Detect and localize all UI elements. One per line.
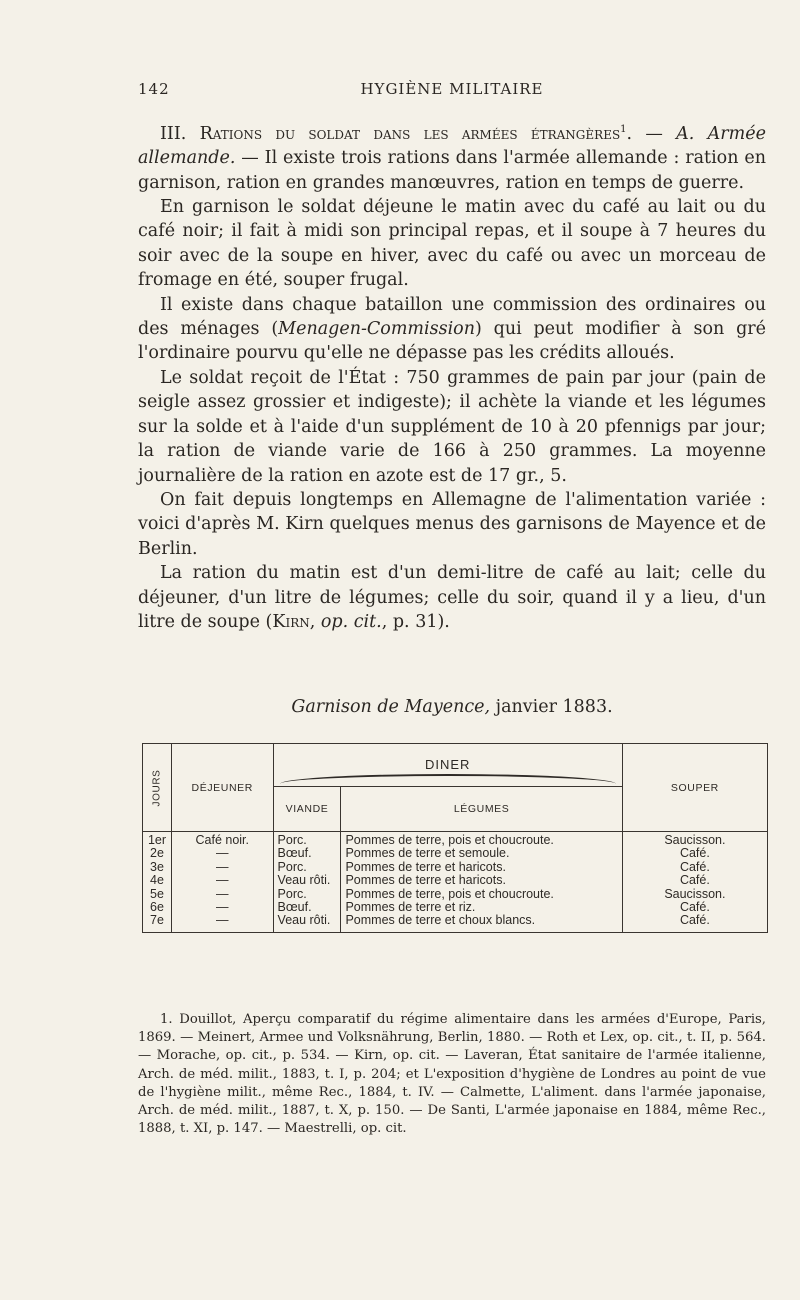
table-caption: Garnison de Mayence, janvier 1883. [291, 697, 613, 717]
table-cell: Veau rôti. [277, 913, 331, 928]
header-jours: JOURS [143, 744, 172, 832]
brace-decoration [280, 774, 616, 784]
table-cell: 2e [150, 846, 164, 861]
table-cell: Pommes de terre, pois et choucroute. [345, 833, 554, 847]
table-cell: Pommes de terre et riz. [345, 900, 476, 915]
table-cell: 1er [147, 833, 167, 847]
column-souper [622, 832, 767, 933]
table-cell: Café. [679, 900, 710, 915]
section-heading-paragraph: III. Rations du soldat dans les armées étrangères$^1$. — A. Armée allemande. — Il existe trois rations dans l'armée allemande : ration en garnison, ration en grandes manœuvres, ration en temps de guerre. [138, 123, 766, 193]
table-cell: — [216, 900, 229, 915]
running-title: HYGIÈNE MILITAIRE [360, 80, 544, 98]
header-diner: DINER [273, 744, 622, 787]
header-viande: VIANDE [273, 787, 341, 832]
table-cell: Pommes de terre, pois et choucroute. [345, 886, 554, 901]
footnotes [138, 1011, 766, 1138]
table-cell: Porc. [277, 859, 307, 874]
table-cell: 4e [150, 873, 164, 888]
header-dejeuner: DÉJEUNER [171, 744, 273, 832]
column-legumes [341, 832, 622, 933]
table-cell: 6e [150, 900, 164, 915]
table-cell: 3e [150, 859, 164, 874]
subsection-title: A. Armée allemande. [138, 123, 766, 169]
footnote-1 [138, 1011, 766, 1138]
table-cell: Porc. [277, 886, 307, 901]
citation-author: Kirn [272, 611, 310, 632]
table-body-row [143, 832, 768, 933]
table-cell: Café. [679, 873, 710, 888]
running-head [138, 80, 766, 102]
table-cell: Pommes de terre et choux blancs. [345, 913, 536, 928]
table-cell: Café noir. [195, 833, 250, 847]
commission-term: Menagen-Commission [278, 319, 475, 340]
table-cell: Café. [679, 859, 710, 874]
paragraph-garrison: En garnison le soldat déjeune le matin avec du café au lait ou du café noir; il fait à midi son principal repas, et il soupe à 7 heures du soir avec de la soupe en hiver, avec du café ou avec un morceau de fromage en été, souper frugal. [138, 197, 766, 291]
table-cell: Saucisson. [664, 833, 726, 847]
table-cell: Saucisson. [664, 886, 726, 901]
menu-table [142, 743, 768, 933]
table-cell: Porc. [277, 833, 307, 847]
paragraph-rations: Le soldat reçoit de l'État : 750 grammes de pain par jour (pain de seigle assez grossier et indigeste); il achète la viande et les légumes sur la solde et à l'aide d'un supplément de 10 à 20 pfennigs par jour; la ration de viande varie de 166 à 250 grammes. La moyenne journalière de la ration en azote est de 17 gr., 5. [138, 367, 766, 486]
page-number: 142 [138, 80, 170, 98]
citation-work: op. cit. [320, 611, 382, 632]
table-cell: — [216, 873, 229, 888]
column-jours [143, 832, 172, 933]
table-cell: — [216, 859, 229, 874]
footnote-text: Douillot, Aperçu comparatif du régime alimentaire dans les armées d'Europe, Paris, 1869. — Meinert, Armee und Volksnährung, Berlin, 1880. — Roth et Lex, op. cit., t. II, p. 564. — Morache, op. cit., p. 534. — Kirn, op. cit. — Laveran, État sanitaire de l'armée italienne, Arch. de méd. milit., 1883, t. I, p. 204; et L'exposition d'hygiène de Londres au point de vue de l'hygiène milit., même Rec., 1884, t. IV. — Calmette, L'aliment. dans l'armée japonaise, Arch. de méd. milit., 1887, t. X, p. 150. — De Santi, L'armée japonaise en 1884, même Rec., 1888, t. XI, p. 147. — Maestrelli, op. cit. [138, 1012, 766, 1137]
table-cell: Pommes de terre et semoule. [345, 846, 510, 861]
section-intro: — Il existe trois rations dans l'armée allemande : ration en garnison, ration en grandes manœuvres, ration en temps de guerre. [138, 148, 766, 193]
paragraph-daily-ration: La ration du matin est d'un demi-litre de café au lait; celle du déjeuner, d'un litre de légumes; celle du soir, quand il y a lieu, d'un litre de soupe (Kirn, op. cit., p. 31). [138, 563, 766, 632]
paragraph-menus: On fait depuis longtemps en Allemagne de l'alimentation variée : voici d'après M. Kirn quelques menus des garnisons de Mayence et de Berlin. [138, 489, 766, 559]
column-viande [273, 832, 341, 933]
table-cell: Bœuf. [277, 900, 312, 915]
header-souper: SOUPER [622, 744, 767, 832]
header-legumes: LÉGUMES [341, 787, 622, 832]
table-cell: Café. [679, 913, 710, 928]
column-dejeuner [171, 832, 273, 933]
table-cell: Café. [679, 846, 710, 861]
table-cell: — [216, 913, 229, 928]
footnote-number: 1. [160, 1012, 173, 1027]
footnote-ref: 1 [620, 124, 627, 135]
table-cell: Pommes de terre et haricots. [345, 873, 506, 888]
table-cell: Pommes de terre et haricots. [345, 859, 506, 874]
paragraph-commission: Il existe dans chaque bataillon une commission des ordinaires ou des ménages (Menagen-Commission) qui peut modifier à son gré l'ordinaire pourvu qu'elle ne dépasse pas les crédits alloués. [138, 294, 767, 364]
table-cell: — [216, 886, 229, 901]
body-text [138, 118, 766, 634]
section-title: Rations du soldat dans les armées étrangères [199, 123, 621, 144]
table-cell: 5e [150, 886, 164, 901]
section-number: III. [160, 123, 187, 144]
table-cell: 7e [150, 913, 164, 928]
table-cell: — [216, 846, 229, 861]
table-cell: Veau rôti. [277, 873, 331, 888]
table-cell: Bœuf. [277, 846, 312, 861]
